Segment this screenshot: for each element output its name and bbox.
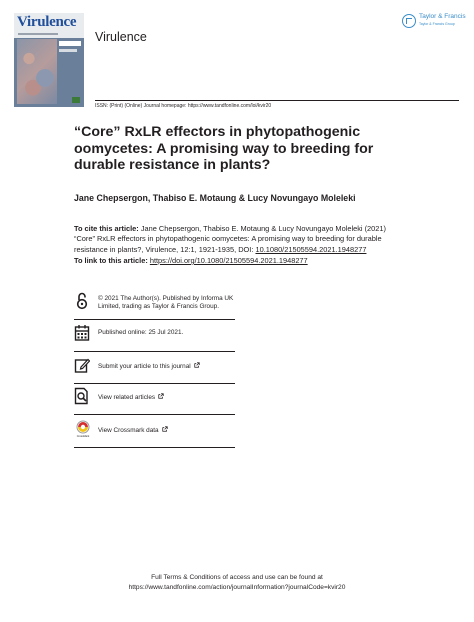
info-divider [74,319,235,320]
footer [0,573,474,592]
publisher-logo-name: Taylor & Francis [419,13,466,20]
article-doi-url[interactable]: https://doi.org/10.1080/21505594.2021.1948277 [149,256,308,265]
cover-side-block [59,41,81,46]
publisher-logo [402,12,472,34]
citation-label: To cite this article: [74,224,139,233]
info-divider [74,447,235,448]
info-divider [74,383,235,384]
footer-terms-url[interactable]: https://www.tandfonline.com/action/journalInformation?journalCode=kvir20 [128,583,346,591]
cover-publisher-mark [72,97,80,103]
info-divider [74,414,235,415]
journal-name: Virulence [95,30,147,44]
cover-subtitle-line [18,33,58,35]
published-row [74,323,235,347]
footer-terms-line: Full Terms & Conditions of access and use can be found at [151,574,323,581]
citation-block [74,224,404,255]
pencil-edit-icon [74,356,90,374]
citation-text: Jane Chepsergon, Thabiso E. Motaung & Lucy Novungayo Moleleki (2021) “Core” RxLR effectors in phytopathogenic oomycetes: A promising way to breeding for durable resistance in plants?, Virulence, 12:1, 1921-1935, DOI: [74,224,386,254]
crossmark-link[interactable] [98,426,168,435]
crossmark-icon [74,420,92,438]
submit-article-link[interactable] [98,362,200,371]
submit-article-label: Submit your article to this journal [98,363,191,370]
license-text: © 2021 The Author(s). Published by Informa UK Limited, trading as Taylor & Francis Group. [98,295,234,310]
document-search-icon [74,387,90,405]
issn-homepage-line[interactable]: ISSN: (Print) (Online) Journal homepage: https://www.tandfonline.com/loi/kvir20 [95,103,272,109]
article-link-line [74,256,308,265]
article-authors[interactable]: Jane Chepsergon, Thabiso E. Motaung & Lucy Novungayo Moleleki [74,193,356,203]
license-row [74,292,235,320]
journal-cover-image [14,13,84,107]
external-link-icon [162,426,168,432]
related-articles-link[interactable] [98,393,164,402]
crossmark-badge-text: CrossMark [76,435,90,438]
published-date: Published online: 25 Jul 2021. [98,329,184,336]
header-divider [95,100,459,101]
publisher-logo-icon [402,14,416,28]
info-divider [74,351,235,352]
cover-artwork [17,39,57,104]
related-row[interactable] [74,387,235,411]
publisher-logo-group: Taylor & Francis Group [419,22,455,26]
cover-title: Virulence [17,14,77,30]
calendar-icon [74,324,90,342]
external-link-icon [194,362,200,368]
open-access-icon [74,292,90,310]
cover-side-line [59,49,77,52]
article-link-label: To link to this article: [74,256,148,265]
crossmark-label: View Crossmark data [98,427,159,434]
related-articles-label: View related articles [98,394,156,401]
crossmark-row[interactable] [74,420,235,444]
citation-doi-link[interactable]: 10.1080/21505594.2021.1948277 [255,244,367,254]
article-title: “Core” RxLR effectors in phytopathogenic oomycetes: A promising way to breeding for durable resistance in plants? [74,124,374,173]
external-link-icon [158,393,164,399]
submit-row[interactable] [74,356,235,380]
